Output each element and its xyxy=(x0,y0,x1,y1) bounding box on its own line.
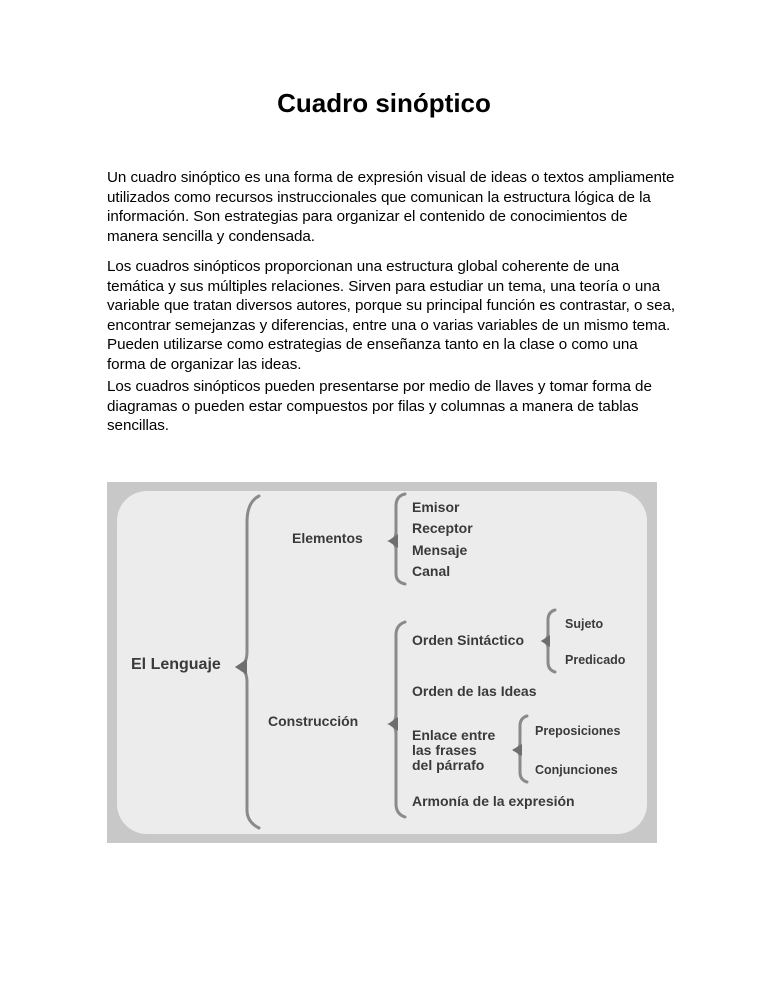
orden-sintactico-label: Orden Sintáctico xyxy=(412,632,525,648)
root-label: El Lenguaje xyxy=(131,656,221,673)
elementos-item-emisor: Emisor xyxy=(412,499,460,515)
paragraph-definition: Un cuadro sinóptico es una forma de expresión visual de ideas o textos ampliamente utilizados como recursos instruccionales que comunican la estructura lógica de la información. Son estrategias para organizar el contenido de conocimientos de manera sencilla y condensada. xyxy=(107,169,675,245)
paragraph-forms: Los cuadros sinópticos pueden presentarse por medio de llaves y tomar forma de diagramas o pueden estar compuestos por filas y columnas a manera de tablas sencillas. xyxy=(107,378,652,435)
enlace-item-conjunciones: Conjunciones xyxy=(535,763,618,777)
orden-sintactico-item-predicado: Predicado xyxy=(565,653,626,667)
armonia-label: Armonía de la expresión xyxy=(412,793,575,809)
brace-lenguaje xyxy=(239,496,259,828)
orden-ideas-label: Orden de las Ideas xyxy=(412,683,537,699)
elementos-item-canal: Canal xyxy=(412,563,451,579)
arrow-lenguaje xyxy=(235,659,247,675)
enlace-line-1: Enlace entre xyxy=(412,727,496,743)
elementos-label: Elementos xyxy=(292,530,363,546)
page-title: Cuadro sinóptico xyxy=(277,88,491,118)
construccion-label: Construcción xyxy=(268,713,359,729)
arrow-orden-sintactico xyxy=(541,635,550,647)
arrow-construccion xyxy=(388,717,398,731)
enlace-item-preposiciones: Preposiciones xyxy=(535,724,621,738)
arrow-elementos xyxy=(388,534,398,548)
enlace-line-3: del párrafo xyxy=(412,757,485,773)
paragraph-purpose: Los cuadros sinópticos proporcionan una estructura global coherente de una temática y sus múltiples relaciones. Sirven para estudiar un tema, una teoría o una variable que tratan diversos autores, porque su principal función es contrastar, o sea, encontrar semejanzas y diferencias, entre una o varias variables de un mismo tema. Pueden utilizarse como estrategias de enseñanza tanto en la clase o como una forma de organizar las ideas. xyxy=(107,258,676,373)
enlace-line-2: las frases xyxy=(412,742,477,758)
synoptic-diagram xyxy=(107,482,657,843)
orden-sintactico-item-sujeto: Sujeto xyxy=(565,617,604,631)
elementos-item-mensaje: Mensaje xyxy=(412,542,468,558)
elementos-item-receptor: Receptor xyxy=(412,520,473,536)
arrow-enlace xyxy=(512,744,522,756)
